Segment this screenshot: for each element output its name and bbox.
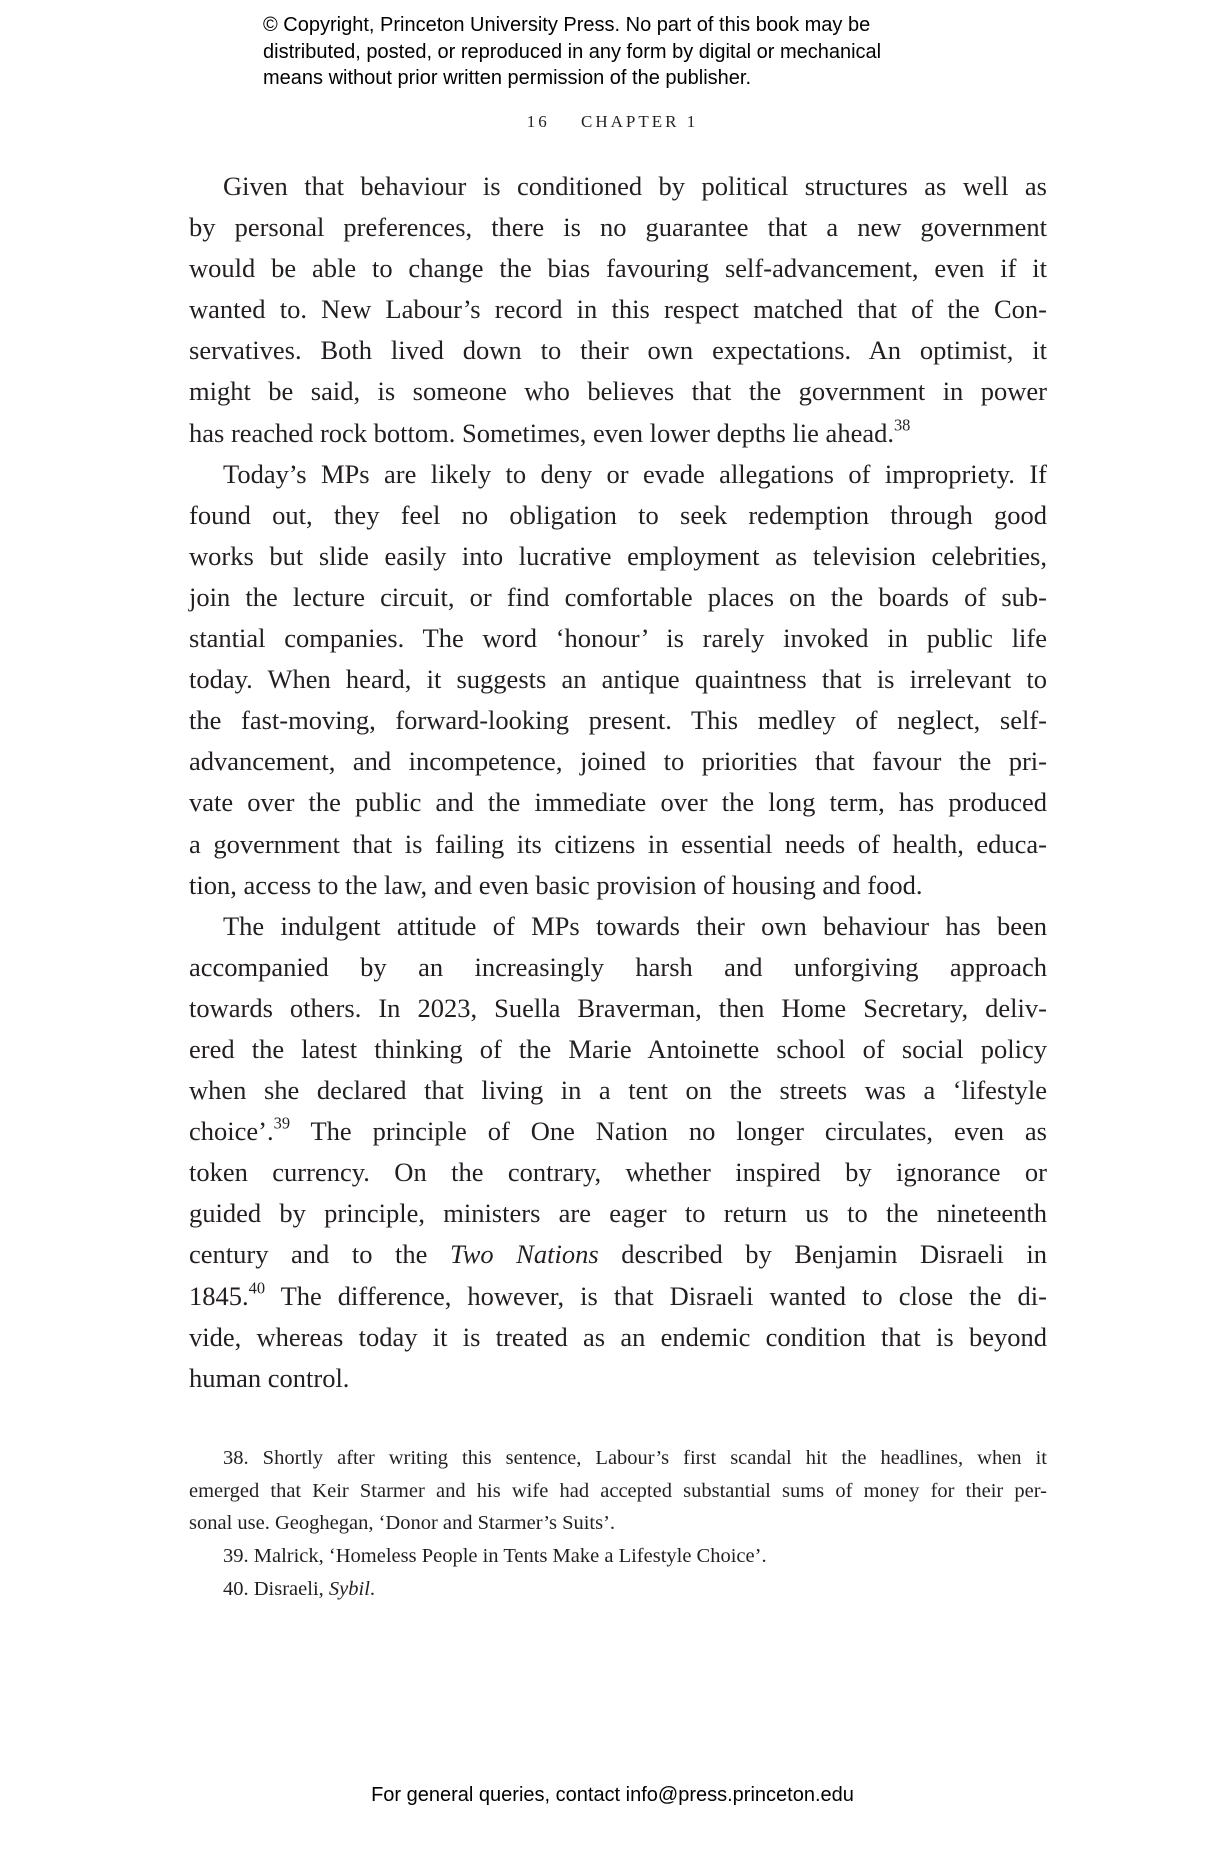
body-line (189, 988, 1047, 1029)
copyright-line: distributed, posted, or reproduced in any form by digital or mechanical (263, 40, 882, 63)
body-line (189, 1193, 1047, 1234)
text-run: 1845. (189, 1280, 249, 1311)
footnotes (189, 1442, 1047, 1605)
text-run: century and to the (189, 1239, 450, 1270)
italic-title: Two Nations (449, 1239, 599, 1270)
text-run: accompanied by an increasingly harsh and unforgiving approach (189, 951, 1047, 982)
footer-contact: For general queries, contact info@press.princeton.edu (371, 1784, 854, 1806)
text-run: ered the latest thinking of the Marie Antoinette school of social policy (189, 1033, 1047, 1064)
text-run: join the lecture circuit, or find comfortable places on the boards of sub- (189, 581, 1047, 612)
italic-title: Sybil (328, 1577, 370, 1600)
body-line (189, 371, 1047, 412)
body-text (189, 166, 1047, 1399)
chapter-title: CHAPTER 1 (581, 112, 699, 131)
body-line (189, 1111, 1047, 1152)
text-run: guided by principle, ministers are eager to return us to the nineteenth (189, 1198, 1047, 1229)
text-run: wanted to. New Labour’s record in this respect matched that of the Con- (189, 294, 1047, 325)
text-run: works but slide easily into lucrative employment as television celebrities, (189, 540, 1047, 571)
text-run: a government that is failing its citizens in essential needs of health, educa- (189, 828, 1047, 859)
body-line (189, 207, 1047, 248)
footnote-ref: 39 (273, 1113, 291, 1133)
text-run: human control. (189, 1362, 350, 1393)
body-line (189, 1070, 1047, 1111)
text-run: today. When heard, it suggests an antique quaintness that is irrelevant to (189, 664, 1047, 695)
footnote-paragraph (189, 1540, 1047, 1573)
text-run: might be said, is someone who believes that the government in power (189, 376, 1047, 407)
body-line (189, 1234, 1047, 1275)
body-line (189, 782, 1047, 823)
footnote-line (189, 1475, 1047, 1508)
body-paragraph (189, 454, 1047, 906)
copyright-line: means without prior written permission of the publisher. (263, 67, 752, 89)
text-run: towards others. In 2023, Suella Braverman, then Home Secretary, deliv- (189, 992, 1047, 1023)
text-run: Given that behaviour is conditioned by political structures as well as (223, 171, 1047, 201)
text-run: The principle of One Nation no longer circulates, even as (290, 1116, 1047, 1147)
text-run: sonal use. Geoghegan, ‘Donor and Starmer’s Suits’. (189, 1512, 616, 1535)
text-run: choice’. (189, 1116, 274, 1147)
body-line (189, 865, 1047, 906)
footnote-line (189, 1442, 1047, 1475)
body-line (189, 1152, 1047, 1193)
text-run: . (369, 1577, 376, 1600)
text-run: servatives. Both lived down to their own expectations. An optimist, it (189, 335, 1047, 366)
text-run: 38. Shortly after writing this sentence, Labour’s first scandal hit the headlines, when it (223, 1447, 1047, 1469)
copyright-line: © Copyright, Princeton University Press. No part of this book may be (263, 14, 871, 36)
body-line (189, 824, 1047, 865)
text-run: vate over the public and the immediate over the long term, has produced (189, 787, 1047, 818)
text-run: stantial companies. The word ‘honour’ is rarely invoked in public life (189, 623, 1047, 654)
text-run: 40. Disraeli, (223, 1577, 329, 1600)
body-line (189, 413, 1047, 454)
text-run: has reached rock bottom. Sometimes, even lower depths lie ahead. (189, 417, 894, 448)
body-line (189, 577, 1047, 618)
text-run: would be able to change the bias favouring self-advancement, even if it (189, 253, 1047, 284)
body-line (189, 536, 1047, 577)
text-run: 39. Malrick, ‘Homeless People in Tents Make a Lifestyle Choice’. (223, 1545, 767, 1568)
body-line (189, 495, 1047, 536)
running-head (0, 112, 1225, 132)
text-run: advancement, and incompetence, joined to priorities that favour the pri- (189, 746, 1047, 777)
text-run: emerged that Keir Starmer and his wife had accepted substantial sums of money for their per- (189, 1479, 1047, 1502)
text-run: Today’s MPs are likely to deny or evade allegations of impropriety. If (223, 458, 1047, 489)
text-run: by personal preferences, there is no guarantee that a new government (189, 212, 1047, 243)
footnote-ref: 40 (248, 1278, 266, 1298)
text-run: described by Benjamin Disraeli in (598, 1239, 1047, 1270)
body-line (189, 1358, 1047, 1399)
body-line (189, 618, 1047, 659)
body-line (189, 454, 1047, 495)
text-run: when she declared that living in a tent on the streets was a ‘lifestyle (189, 1075, 1047, 1106)
body-line (189, 1276, 1047, 1317)
text-run: tion, access to the law, and even basic provision of housing and food. (189, 869, 923, 900)
footnote-paragraph (189, 1573, 1047, 1606)
body-line (189, 659, 1047, 700)
body-line (189, 700, 1047, 741)
page-number: 16 (526, 112, 550, 131)
body-line (189, 1029, 1047, 1070)
body-line (189, 330, 1047, 371)
footnote-line (189, 1540, 1047, 1573)
body-paragraph (189, 166, 1047, 454)
footnote-line (189, 1507, 1047, 1540)
text-run: The difference, however, is that Disraeli wanted to close the di- (265, 1280, 1047, 1311)
body-line (189, 906, 1047, 947)
body-line (189, 248, 1047, 289)
body-paragraph (189, 906, 1047, 1399)
copyright-notice (263, 12, 881, 92)
text-run: the fast-moving, forward-looking present. This medley of neglect, self- (189, 705, 1047, 736)
footnote-line (189, 1573, 1047, 1606)
text-run: The indulgent attitude of MPs towards their own behaviour has been (223, 910, 1047, 941)
footnote-ref: 38 (893, 415, 911, 435)
text-run: token currency. On the contrary, whether inspired by ignorance or (189, 1157, 1047, 1188)
body-line (189, 947, 1047, 988)
body-line (189, 289, 1047, 330)
body-line (189, 741, 1047, 782)
body-line (189, 166, 1047, 207)
text-run: vide, whereas today it is treated as an endemic condition that is beyond (189, 1321, 1047, 1352)
footnote-paragraph (189, 1442, 1047, 1540)
body-line (189, 1317, 1047, 1358)
text-run: found out, they feel no obligation to seek redemption through good (189, 499, 1047, 530)
